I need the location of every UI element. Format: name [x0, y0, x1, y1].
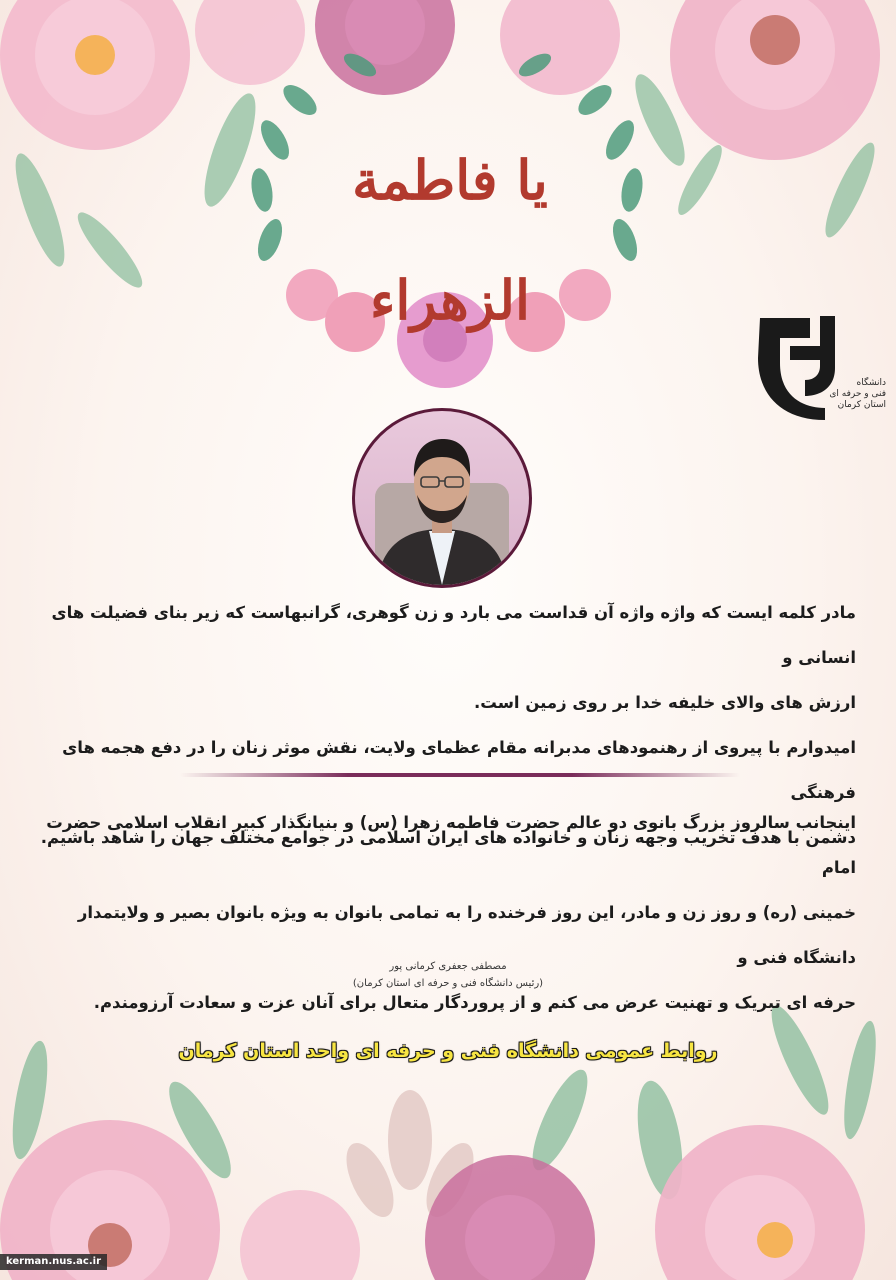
- message-line: مادر کلمه ایست که واژه واژه آن قداست می بارد و زن گوهری، گرانبهاست که زیر بنای فضیلت های انسانی و: [51, 603, 856, 667]
- signature-role: (رئیس دانشگاه فنی و حرفه ای استان کرمان): [352, 978, 544, 989]
- congrats-line: اینجانب سالروز بزرگ بانوی دو عالم حضرت فاطمه زهرا (س) و بنیانگذار کبیر انقلاب اسلامی حضرت امام: [46, 813, 856, 877]
- logo-text: [826, 378, 886, 411]
- watermark: kerman.nus.ac.ir: [0, 1254, 107, 1270]
- message-line: امیدوارم با پیروی از رهنمودهای مدبرانه مقام عظمای ولایت، نقش موثر زنان را در دفع هجمه های فرهنگی: [62, 738, 856, 802]
- congrats-line: حرفه ای تبریک و تهنیت عرض می کنم و از پروردگار متعال برای آنان عزت و سعادت آرزومندم.: [93, 993, 856, 1012]
- message-line: دشمن با هدف تخریب وجهه زنان و خانواده های ایران اسلامی در جوامع مختلف جهان را شاهد باشیم.: [40, 828, 856, 847]
- message-line: ارزش های والای خلیفه خدا بر روی زمین است.: [473, 693, 856, 712]
- logo-text-line: دانشگاه: [856, 378, 886, 388]
- calligraphy-title: یا فاطمة الزهراء: [352, 148, 548, 332]
- footer-title: روابط عمومی دانشگاه فنی و حرفه ای واحد استان کرمان: [178, 1040, 718, 1062]
- congrats-line: خمینی (ره) و روز زن و مادر، این روز فرخنده را به تمامی بانوان به ویژه بانوان بصیر و ولایتمدار دانشگاه فنی و: [77, 903, 856, 967]
- logo-text-line: فنی و حرفه ای: [829, 389, 886, 399]
- divider: [180, 773, 740, 777]
- avatar: [352, 408, 532, 588]
- signature-name: مصطفی جعفری کرمانی پور: [389, 961, 507, 972]
- congratulation-paragraph: [40, 800, 856, 1025]
- logo-text-line: استان کرمان: [837, 400, 886, 410]
- person-portrait-icon: [355, 411, 529, 585]
